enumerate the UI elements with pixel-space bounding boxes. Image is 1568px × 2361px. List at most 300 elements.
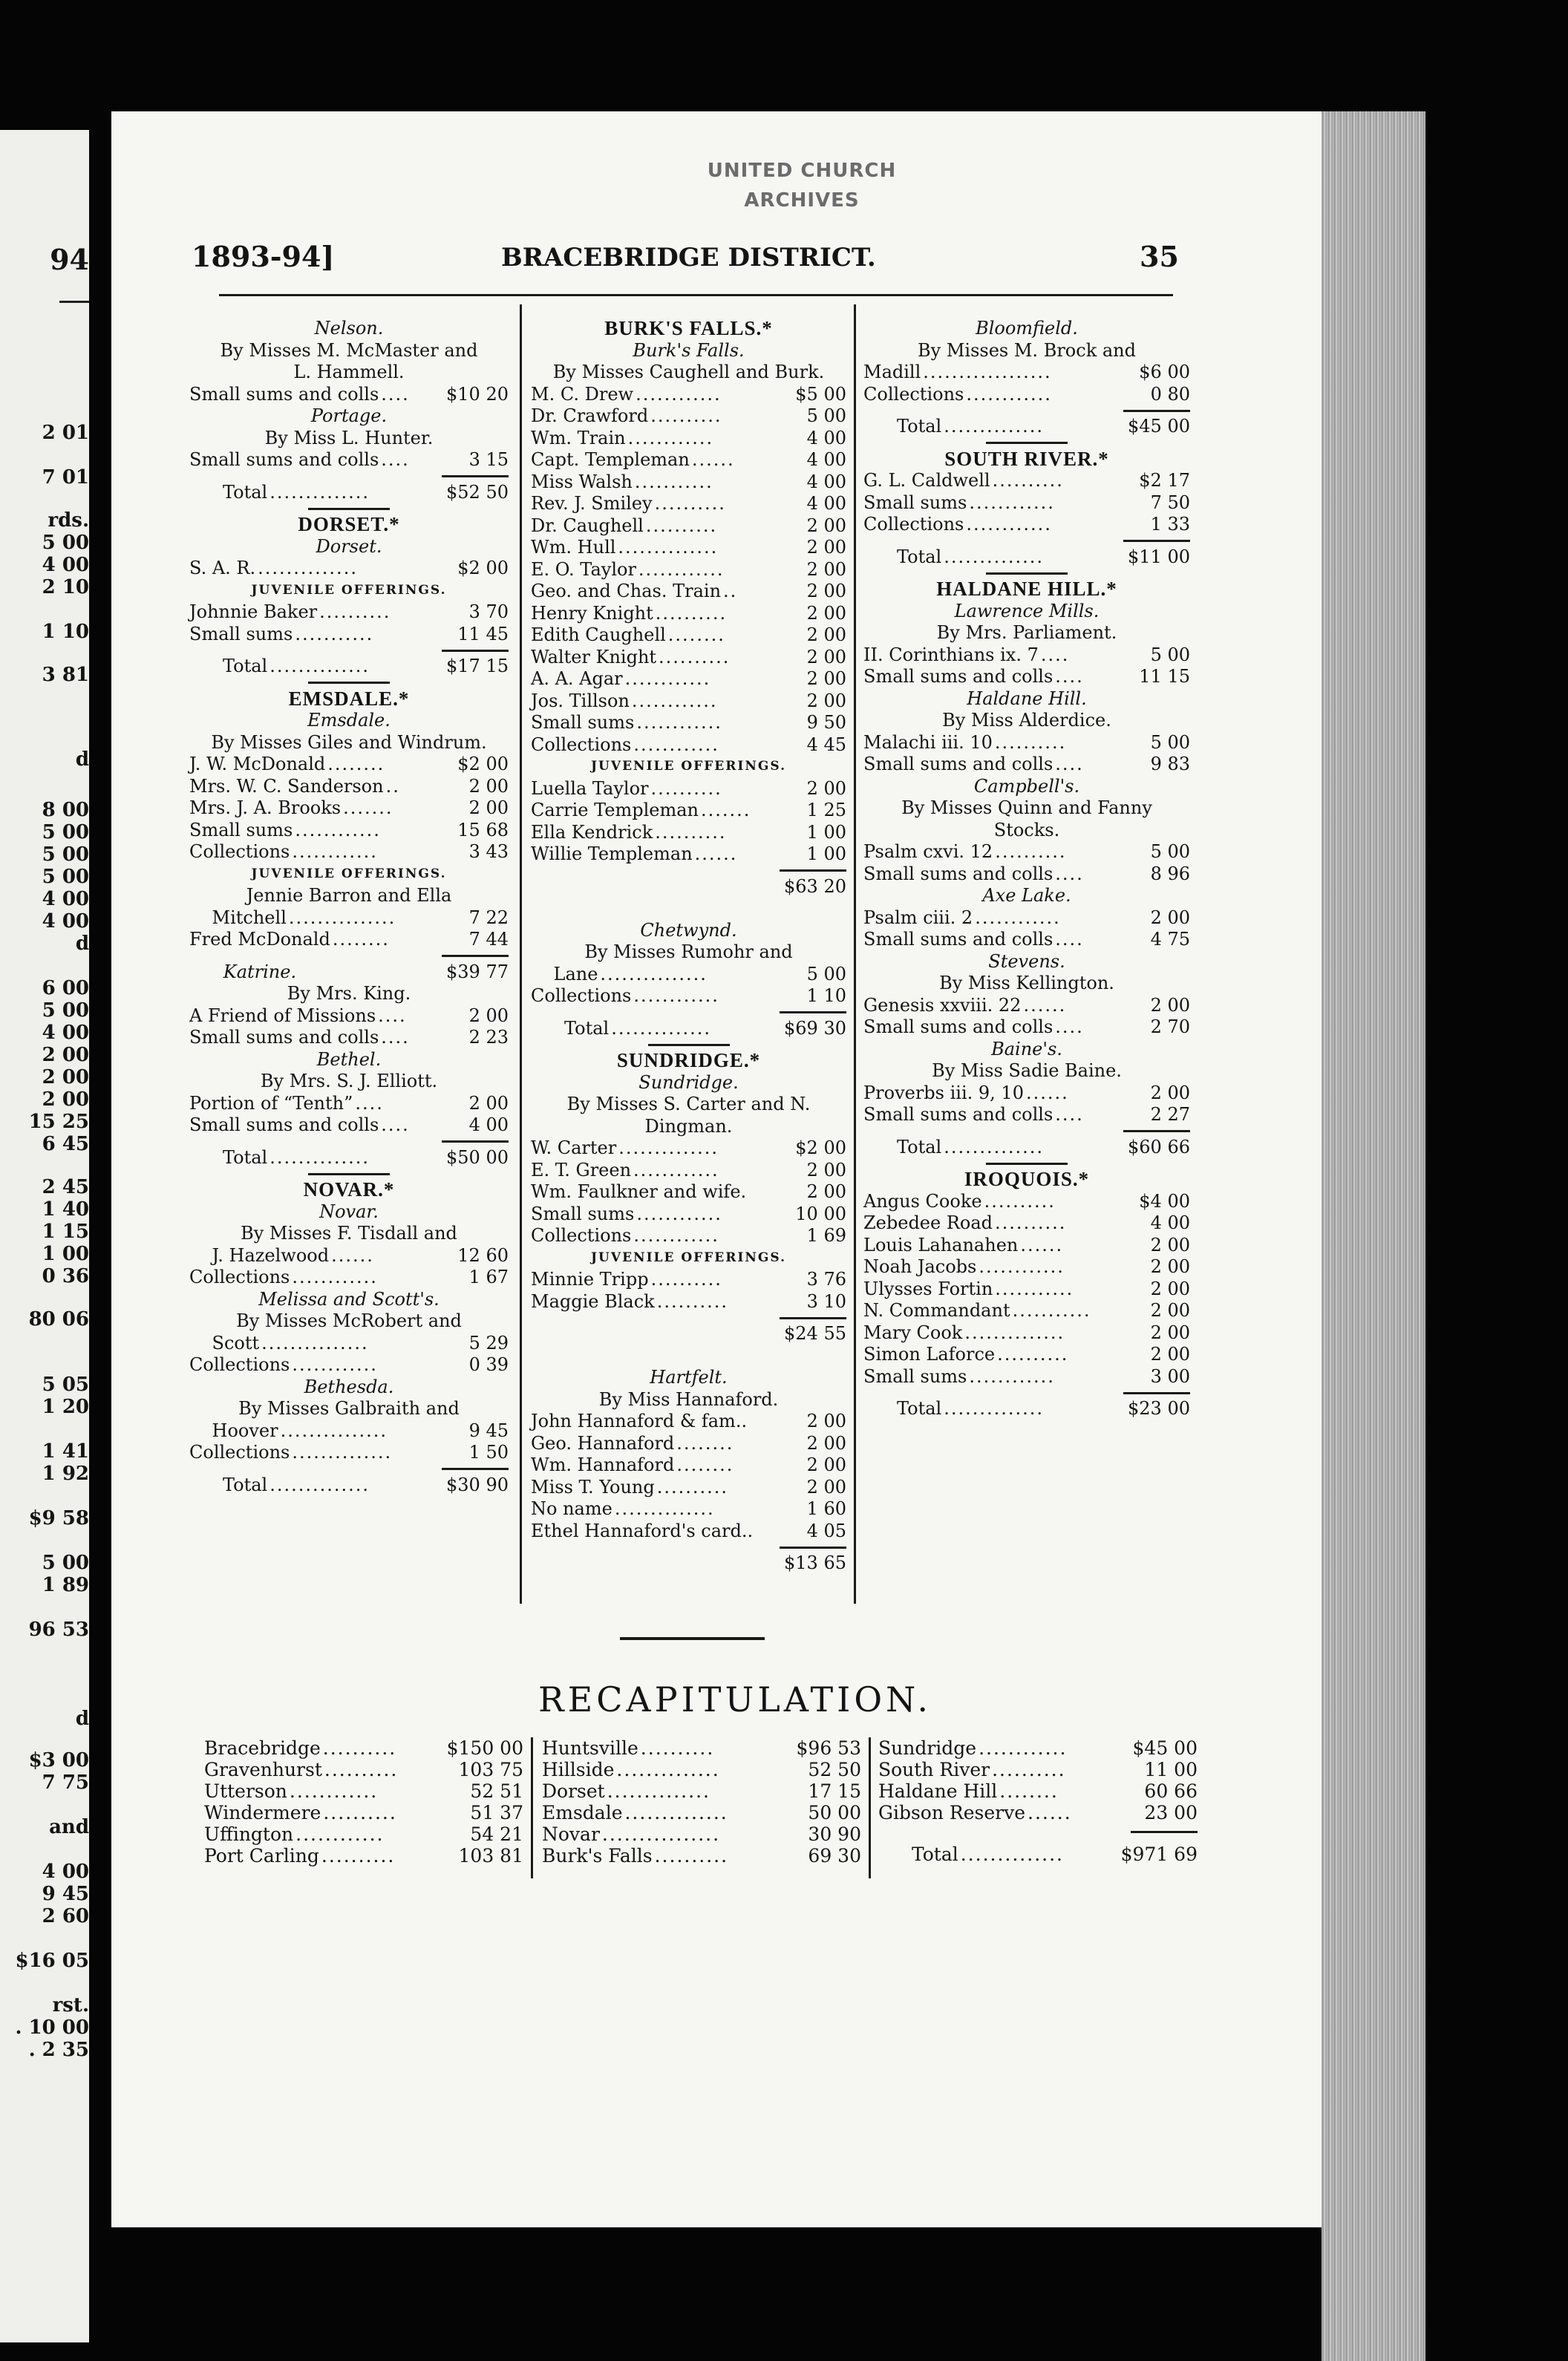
entry-amount: 3 00 (1150, 1365, 1190, 1387)
recap-row (542, 1845, 861, 1867)
entry-row (531, 1477, 846, 1499)
entry-amount: $63 20 (784, 875, 846, 897)
entry-label: Louis Lahanahen (863, 1234, 1019, 1255)
entry-label: Total (897, 1136, 942, 1157)
text-line: L. Hammell. (293, 362, 405, 382)
leader-dots: .............. (624, 1802, 728, 1823)
entry-amount: 2 00 (1150, 1300, 1190, 1321)
leader-dots: ........ (676, 1432, 734, 1454)
leader-dots: ............ (633, 985, 719, 1006)
subsection-heading: Dorset. (316, 535, 382, 557)
rule-line (1123, 1130, 1190, 1132)
leader-dots: ............ (979, 1256, 1065, 1277)
leader-dots: .......... (650, 405, 722, 426)
entry-label: Small sums (531, 712, 635, 733)
entry-amount: $2 00 (457, 558, 509, 578)
leader-dots: ............ (624, 668, 711, 689)
entry-label: Wm. Hull (531, 537, 616, 558)
leader-dots: .............. (964, 1322, 1065, 1343)
page-year: 1893-94] (192, 240, 335, 273)
entry-row (531, 603, 846, 625)
entry-amount: 2 00 (1150, 1256, 1190, 1277)
entry-label: Minnie Tripp (531, 1269, 649, 1290)
leader-dots: ........ (676, 1454, 734, 1475)
entry-amount: 4 75 (1150, 929, 1190, 950)
entry-label: Total (223, 1146, 268, 1168)
entry-label: Geo. and Chas. Train (531, 581, 722, 601)
facing-page-line: 1 10 (42, 621, 89, 643)
facing-page-line: 5 05 (42, 1374, 89, 1396)
section-heading: DORSET.* (298, 513, 400, 535)
entry-amount: $45 00 (1128, 416, 1190, 437)
entry-row (863, 644, 1190, 667)
recap-label: Total (912, 1844, 958, 1865)
leader-dots: .... (381, 1027, 410, 1048)
recap-row (878, 1802, 1198, 1823)
entry-amount: 2 00 (806, 1181, 846, 1202)
entry-label: Total (897, 546, 942, 567)
section-heading: IROQUOIS.* (964, 1168, 1090, 1190)
entry-label: Small sums (863, 492, 967, 513)
entry-amount: 1 00 (806, 821, 846, 843)
leader-dots: ............ (966, 383, 1052, 405)
recap-amount: 54 21 (470, 1823, 523, 1845)
entry-row (531, 581, 846, 603)
recap-divider (869, 1737, 871, 1878)
leader-dots: ....... (343, 797, 393, 818)
entry-amount: $6 00 (1139, 362, 1190, 382)
leader-dots: .... (1055, 929, 1084, 950)
entry-row (531, 449, 846, 471)
entry-row (863, 492, 1190, 515)
entry-amount: 2 00 (806, 602, 846, 624)
entry-label: Mrs. J. A. Brooks (189, 797, 342, 818)
facing-page-line: 5 00 (42, 532, 89, 554)
entry-amount: 3 15 (468, 449, 509, 470)
leader-dots: ...... (1023, 994, 1067, 1016)
entry-label: Small sums and colls (863, 1104, 1054, 1125)
entry-label: Miss T. Young (531, 1476, 655, 1498)
subsection-heading: Nelson. (314, 318, 384, 339)
entry-label: Small sums and colls (863, 929, 1054, 950)
leader-dots: .............. (607, 1780, 710, 1802)
entry-label: N. Commandant (863, 1300, 1010, 1321)
entry-amount: 1 69 (806, 1225, 846, 1246)
section-heading: BURK'S FALLS.* (604, 317, 773, 339)
entry-amount: 15 68 (457, 819, 509, 840)
entry-row (531, 559, 846, 581)
entry-amount: 2 00 (806, 581, 846, 601)
leader-dots: ............ (969, 1365, 1055, 1387)
entry-label: Geo. Hannaford (531, 1432, 675, 1454)
entry-amount: 2 00 (468, 1005, 509, 1026)
facing-page-line: 7 75 (42, 1771, 89, 1794)
entry-row (531, 624, 846, 647)
rule-line (308, 1173, 390, 1175)
leader-dots: .... (355, 1092, 384, 1114)
entry-row (863, 1016, 1190, 1039)
recap-row (204, 1759, 523, 1780)
recap-column-1 (204, 1737, 523, 1867)
facing-page-rule (59, 301, 89, 303)
column-divider (854, 304, 856, 1604)
leader-dots: .... (1055, 666, 1084, 687)
entry-amount: 3 43 (468, 841, 509, 862)
entry-amount: 7 22 (468, 907, 509, 928)
entry-row (189, 961, 509, 984)
leader-dots: ............... (288, 907, 396, 928)
section-rule (531, 1039, 846, 1050)
total-row (531, 1018, 846, 1040)
facing-page-line: 1 00 (42, 1243, 89, 1265)
facing-page-line: 0 36 (42, 1265, 89, 1287)
rule-line (986, 1163, 1068, 1165)
sum-rule (189, 951, 509, 961)
entry-amount: 4 00 (468, 1114, 509, 1135)
entry-label: Genesis xxviii. 22 (863, 994, 1022, 1016)
facing-page-line: 2 45 (42, 1176, 89, 1198)
recap-label: Emsdale (542, 1802, 623, 1823)
entry-row (531, 537, 846, 559)
recap-label: Novar (542, 1823, 600, 1845)
leader-dots: .......... (654, 1845, 729, 1867)
entry-row (189, 624, 509, 646)
entry-label: Angus Cooke (863, 1190, 982, 1212)
column-2 (531, 318, 846, 1575)
subsection-heading: Portage. (310, 405, 388, 426)
facing-page-line: 2 00 (42, 1066, 89, 1088)
recap-row (204, 1823, 523, 1845)
subsection-heading: Novar. (319, 1201, 379, 1222)
entry-amount: 2 23 (468, 1027, 509, 1048)
leader-dots: ............ (292, 841, 378, 862)
leader-dots: .......... (655, 821, 727, 843)
total-row (189, 1147, 509, 1169)
entry-row (531, 1498, 846, 1521)
recap-row (204, 1845, 523, 1867)
total-row (189, 1475, 509, 1497)
entry-label: Jos. Tillson (531, 690, 630, 711)
recap-amount: 103 81 (458, 1845, 523, 1867)
entry-label: Small sums and colls (189, 383, 379, 405)
entry-row (189, 820, 509, 842)
entry-label: Small sums and colls (863, 754, 1054, 774)
leader-dots: .............. (270, 1146, 370, 1168)
section-heading: NOVAR.* (303, 1178, 395, 1201)
subsection-heading: Haldane Hill. (967, 688, 1087, 709)
facing-page-line: and (49, 1816, 89, 1838)
total-row (863, 416, 1190, 438)
rule-line (442, 475, 509, 477)
facing-page-line: 80 06 (28, 1308, 89, 1330)
text-line: By Misses S. Carter and N. (566, 1094, 811, 1114)
entry-row (189, 841, 509, 863)
entry-label: Scott (189, 1332, 260, 1353)
leader-dots: ............ (636, 712, 722, 733)
rule-line (986, 572, 1068, 575)
entry-row (189, 384, 509, 406)
entry-label: Collections (189, 841, 290, 862)
leader-dots: .............. (618, 1137, 719, 1158)
entry-label: Zebedee Road (863, 1212, 993, 1233)
text-line: By Misses Quinn and Fanny (901, 797, 1152, 818)
recap-amount: 23 00 (1144, 1802, 1198, 1823)
section-rule (863, 438, 1190, 448)
entry-amount: 4 00 (806, 471, 846, 492)
leader-dots: .......... (654, 493, 726, 514)
entry-label: Dr. Caughell (531, 515, 644, 536)
entry-row (189, 1005, 509, 1028)
column-1 (189, 318, 509, 1496)
entry-row (531, 876, 846, 898)
facing-page-line: d (75, 933, 89, 955)
entry-row (531, 1160, 846, 1182)
entry-label: Small sums and colls (863, 863, 1054, 884)
entry-label: Carrie Templeman (531, 800, 699, 820)
leader-dots: .......... (659, 646, 731, 667)
subsection-heading: Stevens. (988, 950, 1065, 972)
leader-dots: .................. (923, 362, 1052, 382)
recap-amount: $96 53 (796, 1737, 861, 1759)
leader-dots: ............ (289, 1780, 379, 1802)
leader-dots: .............. (944, 1136, 1045, 1157)
leader-dots: .... (1055, 1104, 1084, 1125)
entry-amount: 2 00 (468, 797, 509, 818)
entry-amount: 1 33 (1150, 514, 1190, 535)
recap-label: Haldane Hill (878, 1780, 998, 1802)
entry-amount: 9 45 (468, 1420, 509, 1441)
entry-amount: 2 00 (806, 690, 846, 711)
rule-line (780, 1547, 846, 1549)
facing-page-line: 1 41 (42, 1440, 89, 1463)
recap-row (878, 1780, 1198, 1802)
recap-amount: $150 00 (446, 1737, 523, 1759)
leader-dots: .......... (323, 1802, 397, 1823)
recap-amount: 60 66 (1144, 1780, 1198, 1802)
entry-label: Fred McDonald (189, 929, 330, 950)
entry-label: Mary Cook (863, 1322, 963, 1343)
leader-dots: .............. (960, 1844, 1064, 1865)
entry-row (531, 384, 846, 406)
leader-dots: .... (1055, 1016, 1084, 1037)
entry-label: Total (223, 1474, 268, 1495)
facing-page-line: 15 25 (28, 1111, 89, 1133)
sum-rule (531, 1313, 846, 1323)
entry-row (863, 754, 1190, 776)
leader-dots: .............. (618, 537, 719, 558)
recap-row (204, 1737, 523, 1759)
leader-dots: .............. (616, 1759, 720, 1780)
facing-page-header: 94 (50, 243, 89, 276)
section-rule (863, 568, 1190, 578)
entry-amount: 8 96 (1150, 863, 1190, 884)
facing-page-line: 4 00 (42, 554, 89, 576)
entry-row (863, 1082, 1190, 1105)
entry-amount: 2 00 (1150, 1344, 1190, 1365)
recap-amount: $45 00 (1132, 1737, 1198, 1759)
leader-dots: .......... (655, 602, 728, 624)
entry-amount: $39 77 (446, 961, 509, 982)
entry-amount: 9 50 (806, 712, 846, 733)
recap-row (542, 1823, 861, 1845)
recap-column-2 (542, 1737, 861, 1867)
text-line: By Misses M. McMaster and (220, 339, 478, 361)
text-line (531, 898, 846, 920)
leader-dots: ............ (292, 1267, 378, 1287)
entry-amount: 2 00 (806, 777, 846, 799)
entry-row (531, 1411, 846, 1433)
entry-label: Small sums and colls (863, 1016, 1054, 1037)
entry-row (531, 1204, 846, 1226)
entry-amount: 11 45 (457, 623, 509, 644)
leader-dots: .......... (994, 731, 1067, 753)
entry-row (531, 668, 846, 690)
recap-amount: 52 51 (470, 1780, 523, 1802)
entry-amount: $23 00 (1128, 1398, 1190, 1419)
entry-label: Total (897, 416, 942, 437)
recap-label: Huntsville (542, 1737, 638, 1759)
entry-row (863, 1344, 1190, 1366)
recap-row (542, 1759, 861, 1780)
leader-dots: ........... (1012, 1300, 1091, 1321)
entry-amount: 2 70 (1150, 1016, 1190, 1037)
recap-total-row (878, 1840, 1198, 1865)
recap-divider (531, 1737, 533, 1878)
leader-dots: .... (378, 1005, 407, 1026)
recap-amount: 103 75 (458, 1759, 523, 1780)
facing-page-line: d (75, 1708, 89, 1730)
subsection-heading: Sundridge. (638, 1071, 739, 1093)
leader-dots: ...... (691, 449, 735, 470)
total-row (189, 482, 509, 504)
leader-dots: .............. (944, 1398, 1045, 1419)
entry-amount: 4 00 (806, 449, 846, 470)
leader-dots: .......... (640, 1737, 715, 1759)
entry-amount: 2 00 (806, 1476, 846, 1498)
entry-label: Collections (863, 514, 964, 535)
rule-line (308, 682, 390, 684)
text-line: By Misses Giles and Windrum. (211, 731, 487, 753)
recap-label: Hillside (542, 1759, 615, 1780)
entry-amount: 2 00 (468, 1092, 509, 1114)
text-line: By Misses Rumohr and (584, 941, 793, 962)
entry-amount: 3 76 (806, 1269, 846, 1290)
subsection-heading: Axe Lake. (982, 885, 1071, 906)
text-line: By Miss Sadie Baine. (932, 1060, 1122, 1081)
entry-amount: 4 00 (806, 493, 846, 514)
entry-row (189, 776, 509, 798)
facing-page-line: 2 00 (42, 1088, 89, 1111)
leader-dots: .............. (292, 1442, 393, 1463)
subsection-heading: Bethesda. (304, 1376, 394, 1397)
recap-amount: 17 15 (808, 1780, 861, 1802)
subsection-heading: Melissa and Scott's. (258, 1288, 440, 1310)
entry-label: G. L. Caldwell (863, 470, 990, 491)
entry-row (531, 690, 846, 713)
facing-page-line: 3 81 (42, 664, 89, 686)
leader-dots: .... (381, 383, 410, 405)
entry-label: Ethel Hannaford's card.. (531, 1520, 754, 1541)
recap-label: Sundridge (878, 1737, 977, 1759)
rule-line (780, 1317, 846, 1319)
entry-amount: 12 60 (457, 1244, 509, 1266)
leader-dots: ............ (633, 1225, 719, 1246)
entry-amount: 1 50 (468, 1442, 509, 1463)
entry-row (531, 1552, 846, 1575)
text-line: By Misses Caughell and Burk. (552, 362, 825, 382)
facing-page-line: 6 45 (42, 1133, 89, 1155)
leader-dots: ............... (280, 1420, 388, 1441)
entry-row (189, 1114, 509, 1137)
facing-page-line: 1 20 (42, 1396, 89, 1418)
recap-label: Utterson (204, 1780, 287, 1802)
entry-row (531, 647, 846, 669)
leader-dots: ............ (975, 907, 1061, 928)
leader-dots: ............ (631, 690, 718, 711)
entry-label: Collections (531, 985, 632, 1006)
recap-label: Dorset (542, 1780, 605, 1802)
text-line: Dingman. (644, 1115, 733, 1137)
entry-label: Total (897, 1398, 942, 1419)
entry-label: Malachi iii. 10 (863, 731, 993, 753)
sum-rule (531, 1542, 846, 1552)
entry-label: Total (223, 656, 268, 676)
entry-label: Hoover (189, 1420, 278, 1441)
entry-row (531, 964, 846, 986)
leader-dots: .......... (645, 515, 718, 536)
recap-row (204, 1802, 523, 1823)
sum-rule (863, 1126, 1190, 1137)
recap-row (542, 1780, 861, 1802)
facing-page-line: 2 10 (42, 576, 89, 598)
sum-rule (863, 536, 1190, 546)
entry-row (189, 1245, 509, 1267)
rule-line (442, 1140, 509, 1143)
leader-dots: ........... (995, 1278, 1074, 1299)
recap-label: Burk's Falls (542, 1845, 653, 1867)
entry-row (531, 843, 846, 866)
entry-row (531, 1291, 846, 1313)
entry-label: W. Carter (531, 1137, 617, 1158)
recap-label: Gibson Reserve (878, 1802, 1026, 1823)
entry-row (863, 907, 1190, 930)
entry-row (863, 1212, 1190, 1235)
entry-amount: 2 00 (468, 775, 509, 797)
section-heading: SOUTH RIVER.* (944, 447, 1109, 470)
entry-label: Small sums and colls (189, 1114, 379, 1135)
section-heading: SUNDRIDGE.* (616, 1049, 761, 1071)
entry-label: II. Corinthians ix. 7 (863, 644, 1039, 665)
entry-amount: 3 10 (806, 1290, 846, 1312)
leader-dots: ............... (261, 1332, 369, 1353)
leader-dots: .......... (324, 1759, 399, 1780)
juvenile-label: JUVENILE OFFERINGS. (251, 582, 447, 598)
entry-label: Collections (189, 1442, 290, 1463)
archive-stamp (683, 156, 921, 215)
leader-dots: .......... (650, 777, 722, 799)
sum-rule (189, 1464, 509, 1475)
sum-rule (863, 405, 1190, 416)
entry-row (189, 1354, 509, 1377)
leader-dots: ............ (636, 383, 722, 405)
subsection-heading: Emsdale. (307, 710, 391, 731)
entry-label: M. C. Drew (531, 383, 634, 405)
entry-amount: 2 27 (1150, 1104, 1190, 1125)
leader-dots: ...... (694, 843, 738, 864)
leader-dots: .............. (258, 558, 358, 578)
entry-label: Henry Knight (531, 602, 653, 624)
entry-amount: 2 00 (1150, 1278, 1190, 1299)
